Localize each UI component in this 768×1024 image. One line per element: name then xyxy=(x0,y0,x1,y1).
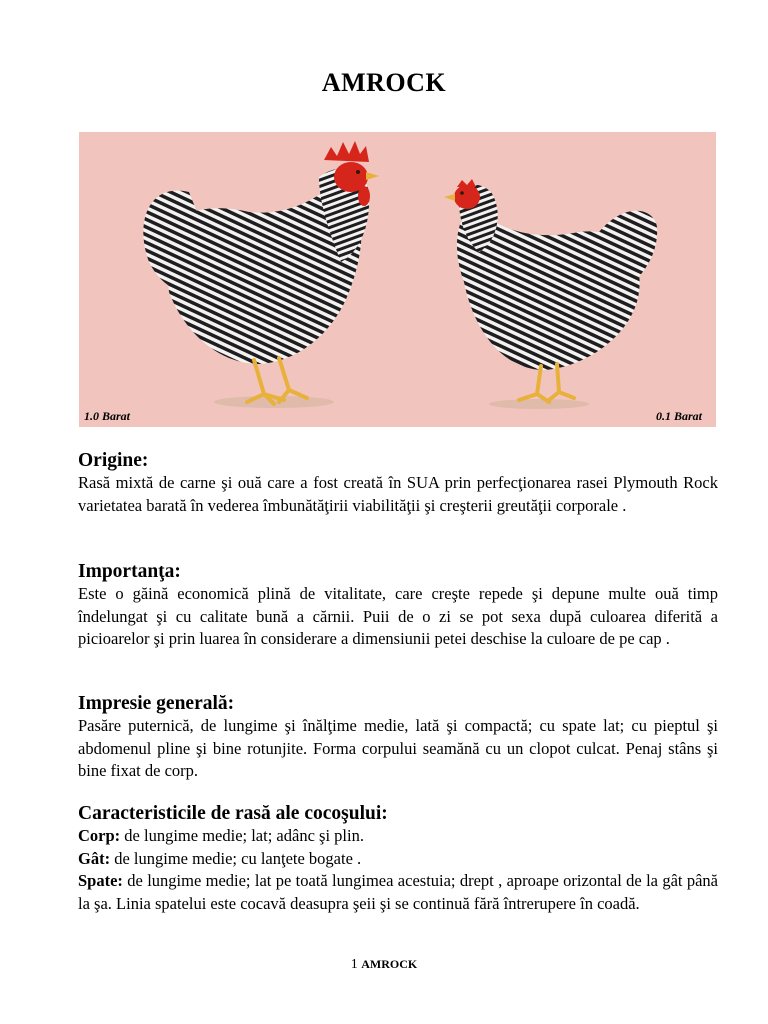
section-heading: Importanţa: xyxy=(78,561,181,582)
trait-text: de lungime medie; lat; adânc şi plin. xyxy=(120,826,364,845)
section-heading: Caracteristicile de rasă ale cocoşului: xyxy=(78,803,388,824)
caption-hen: 0.1 Barat xyxy=(655,409,702,423)
section-importanta xyxy=(78,561,718,651)
trait-corp xyxy=(78,825,718,848)
trait-gat xyxy=(78,848,718,871)
trait-label: Corp: xyxy=(78,826,121,845)
section-heading: Impresie generală: xyxy=(78,693,235,714)
hen-figure xyxy=(444,179,657,409)
trait-text: de lungime medie; cu lanţete bogate . xyxy=(110,848,362,868)
trait-spate xyxy=(78,870,718,915)
rooster-figure xyxy=(143,141,379,408)
section-text: Pasăre puternică, de lungime şi înălţime medie, lată şi compactă; cu spate lat; cu pieptul şi abdomenul pline şi bine rotunjite. Forma corpului seamănă cu un clopot culcat. Penaj stâns şi bine fixat de corp. xyxy=(78,716,718,780)
page-number: 1 xyxy=(350,957,358,972)
chicken-photo xyxy=(79,132,716,427)
section-text: Rasă mixtă de carne şi ouă care a fost creată în SUA prin perfecţionarea rasei Plymouth Rock varietatea barată în vederea îmbunătăţirii viabilităţii şi creşterii greutăţii corporale . xyxy=(78,473,718,515)
section-impresie xyxy=(78,693,718,783)
section-heading: Origine: xyxy=(78,450,149,471)
section-caracteristici xyxy=(78,803,718,915)
caption-rooster: 1.0 Barat xyxy=(84,409,131,423)
section-origine xyxy=(78,450,718,517)
section-text: Este o găină economică plină de vitalitate, care creşte repede şi depune multe ouă timp îndelungat şi cu calitate bună a cărnii. Puii de o zi se pot sexa după culoarea diferită a picioarelor şi prin luarea în considerare a dimensiunii petei deschise la culoare de pe cap . xyxy=(78,584,718,648)
chicken-illustration xyxy=(79,132,716,427)
trait-label: Spate: xyxy=(78,871,123,890)
trait-label: Gât: xyxy=(78,848,111,868)
page-title: AMROCK xyxy=(321,68,447,97)
trait-text: de lungime medie; lat pe toată lungimea acestuia; drept , aproape orizontal de la gât până la şa. Linia spatelui este cocavă deasupra şeii şi se continuă fără întrerupere în coadă. xyxy=(78,871,718,913)
footer-name: AMROCK xyxy=(361,957,418,971)
page-footer xyxy=(0,957,768,973)
